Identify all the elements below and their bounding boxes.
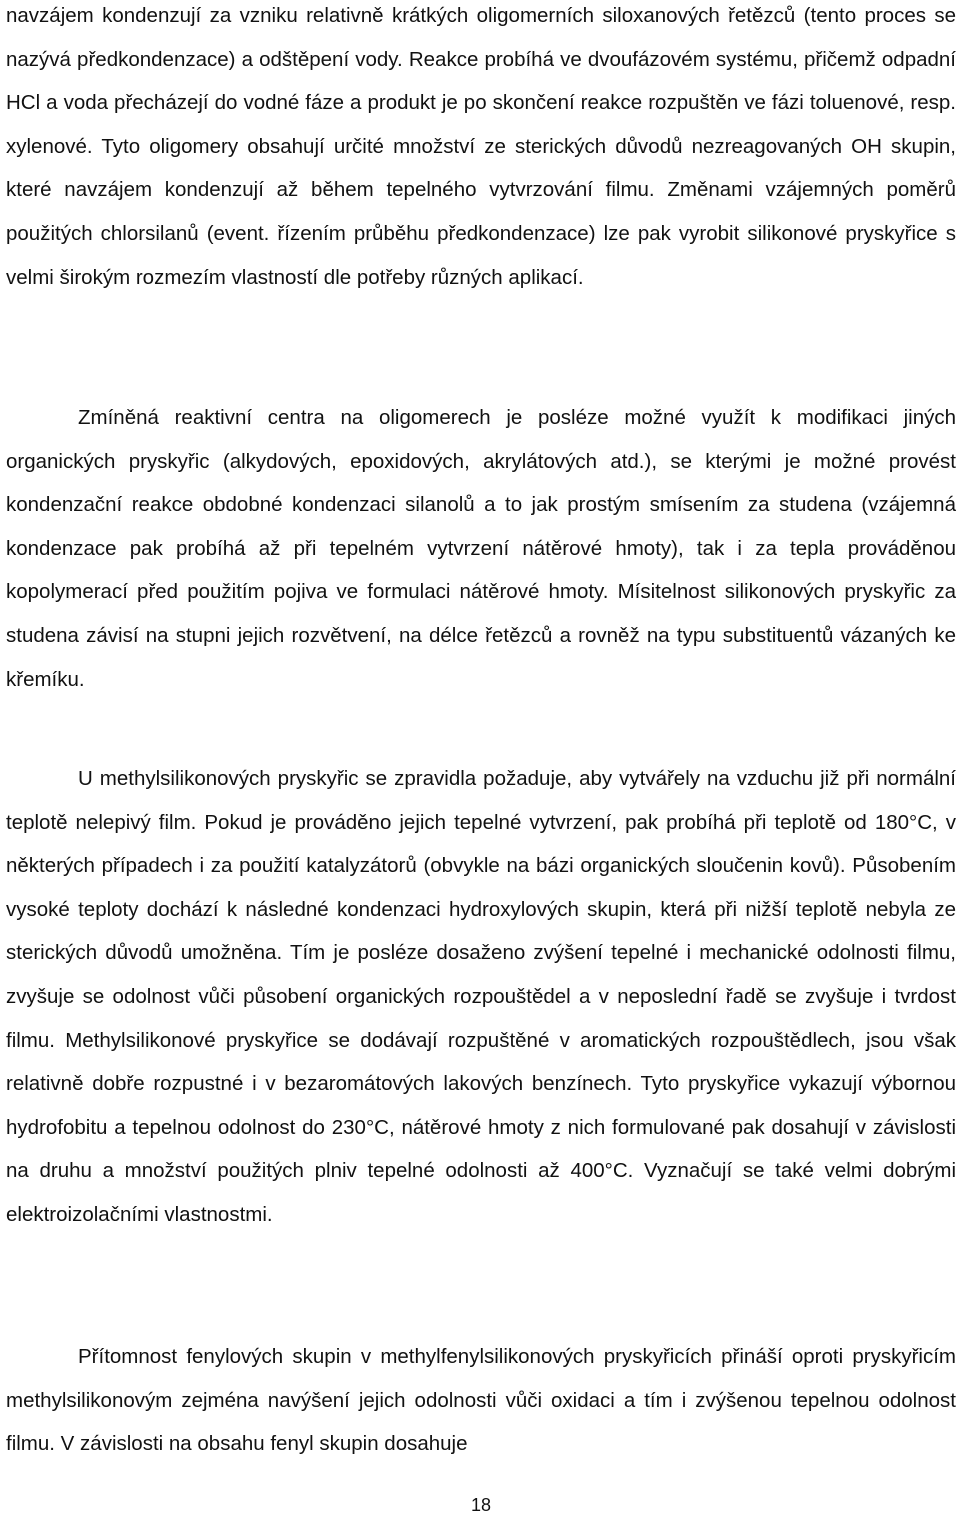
paragraph-reaktivni-centra: Zmíněná reaktivní centra na oligomerech je posléze možné využít k modifikaci jiných organických pryskyřic (alkydových, epoxidových, akrylátových atd.), se kterými je možné provést kondenzační reakce obdobné kondenzaci silanolů a to jak prostým smísením za studena (vzájemná kondenzace pak probíhá až při tepelném vytvrzení nátěrové hmoty), tak i za tepla prováděnou kopolymerací před použitím pojiva ve formulaci nátěrové hmoty. Mísitelnost silikonových pryskyřic za studena závisí na stupni jejich rozvětvení, na délce řetězců a rovněž na typu substituentů vázaných ke křemíku. bbox=[6, 406, 956, 691]
paragraph-predkondenzace: navzájem kondenzují za vzniku relativně krátkých oligomerních siloxanových řetězců (tento proces se nazývá předkondenzace) a odštěpení vody. Reakce probíhá ve dvoufázovém systému, přičemž odpadní HCl a voda přecházejí do vodné fáze a produkt je po skončení reakce rozpuštěn ve fázi toluenové, resp. xylenové. Tyto oligomery obsahují určité množství ze sterických důvodů nezreagovaných OH skupin, které navzájem kondenzují až během tepelného vytvrzování filmu. Změnami vzájemných poměrů použitých chlorsilanů (event. řízením průběhu předkondenzace) lze pak vyrobit silikonové pryskyřice s velmi širokým rozmezím vlastností dle potřeby různých aplikací. bbox=[6, 4, 956, 289]
paragraph-fenylove-skupiny: Přítomnost fenylových skupin v methylfenylsilikonových pryskyřicích přináší oproti pryskyřicím methylsilikonovým zejména navýšení jejich odolnosti vůči oxidaci a tím i zvýšenou tepelnou odolnost filmu. V závislosti na obsahu fenyl skupin dosahuje bbox=[6, 1345, 956, 1456]
paragraph-methylsilikonove-pryskyrice: U methylsilikonových pryskyřic se zpravidla požaduje, aby vytvářely na vzduchu již při normální teplotě nelepivý film. Pokud je prováděno jejich tepelné vytvrzení, pak probíhá při teplotě od 180°C, v některých případech i za použití katalyzátorů (obvykle na bázi organických sloučenin kovů). Působením vysoké teploty dochází k následné kondenzaci hydroxylových skupin, která při nižší teplotě nebyla ze sterických důvodů umožněna. Tím je posléze dosaženo zvýšení tepelné i mechanické odolnosti filmu, zvyšuje se odolnost vůči působení organických rozpouštědel a v neposlední řadě se zvyšuje i tvrdost filmu. Methylsilikonové pryskyřice se dodávají rozpuštěné v aromatických rozpouštědlech, jsou však relativně dobře rozpustné i v bezaromátových lakových benzínech. Tyto pryskyřice vykazují výbornou hydrofobitu a tepelnou odolnost do 230°C, nátěrové hmoty z nich formulované pak dosahují v závislosti na druhu a množství použitých plniv tepelné odolnosti až 400°C. Vyznačují se také velmi dobrými elektroizolačními vlastnostmi. bbox=[6, 767, 956, 1226]
document-page bbox=[6, 0, 956, 1517]
page-number: 18 bbox=[470, 1495, 492, 1515]
